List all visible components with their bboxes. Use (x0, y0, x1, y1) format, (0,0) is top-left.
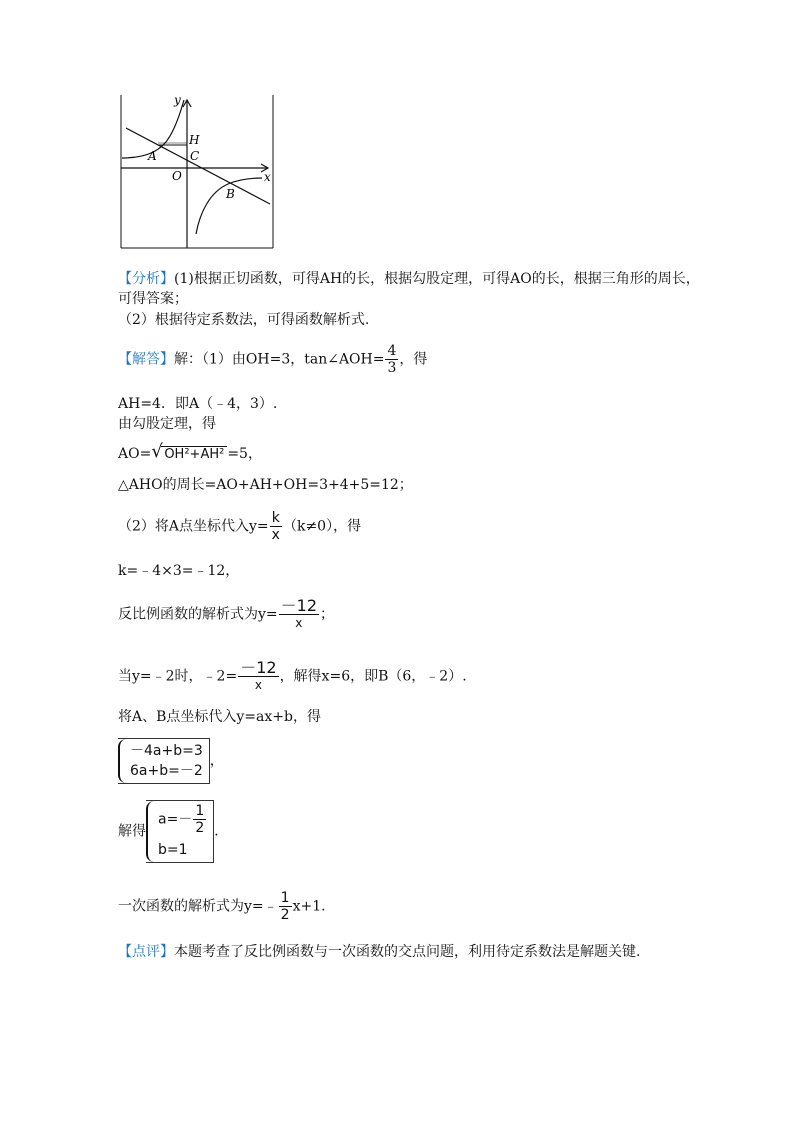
analysis-line-3: （2）根据待定系数法，可得函数解析式. (118, 312, 370, 328)
analysis-line-2: 可得答案； (118, 291, 188, 307)
comment-text: 本题考查了反比例函数与一次函数的交点问题，利用待定系数法是解题关键. (174, 944, 641, 960)
analysis-line-1 (118, 270, 700, 288)
fraction-k-x: $\frac{k}{x}$ (271, 510, 280, 543)
fraction-1-2-b: $\frac{1}{2}$ (280, 890, 290, 923)
equation-system-1: －4a+b=3 6a+b=－2 ， (118, 738, 224, 784)
coordinate-figure (118, 92, 278, 252)
solution-line-9: 当y=﹣2时，﹣2= $\frac{-12}{x}$ ，解得x=6，即B（6，﹣2）. (118, 658, 467, 692)
analysis-tag: 【分析】 (118, 271, 174, 287)
solution-line-5: △AHO的周长=AO+AH+OH=3+4+5=12； (118, 477, 413, 493)
comment-line (118, 943, 640, 961)
solution-line-8: 反比例函数的解析式为y= $\frac{-12}{x}$ ； (118, 596, 335, 630)
figure-label-h: H (189, 133, 200, 147)
fraction-neg12-x-2: $\frac{-12}{x}$ (240, 658, 277, 692)
solution-tag: 【解答】 (118, 351, 174, 368)
fraction-4-3: $\frac{4}{3}$ (387, 343, 397, 376)
figure-label-b: B (226, 187, 235, 201)
solution-text-1: 解：（1）由OH=3，tan∠AOH= (174, 351, 385, 368)
solution-line-2: AH=4．即A（﹣4，3）. (118, 396, 278, 412)
solution-line-12: 解得 a=－ $\frac{1}{2}$ b=1 ． (118, 800, 228, 863)
solution-line-6: （2）将A点坐标代入y= $\frac{k}{x}$ （k≠0），得 (118, 510, 362, 543)
radical-sign: √ (151, 441, 163, 462)
equation-system-2: a=－ $\frac{1}{2}$ b=1 (146, 800, 214, 863)
solution-line-7: k=﹣4×3=﹣12， (118, 563, 240, 579)
figure-label-a: A (148, 149, 157, 163)
figure-label-o: O (172, 169, 182, 183)
solution-line-10: 将A、B点坐标代入y=ax+b，得 (118, 709, 321, 725)
brace-icon (146, 801, 156, 862)
figure-label-x: x (264, 170, 271, 184)
fraction-1-2: $\frac{1}{2}$ (195, 803, 205, 836)
solution-line-4: AO= √ OH²+AH² =5， (118, 441, 262, 462)
solution-line-13: 一次函数的解析式为y=﹣ $\frac{1}{2}$ x+1. (118, 890, 326, 923)
figure-label-y: y (174, 93, 181, 107)
brace-icon (118, 739, 128, 783)
solution-line-3: 由勾股定理，得 (118, 416, 216, 432)
figure-label-c: C (190, 149, 200, 163)
analysis-text-1: (1)根据正切函数，可得AH的长，根据勾股定理，可得AO的长，根据三角形的周长， (174, 271, 700, 287)
comment-tag: 【点评】 (118, 944, 174, 960)
fraction-neg12-x: $\frac{-12}{x}$ (280, 596, 318, 630)
square-root: √ OH²+AH² (151, 445, 227, 464)
solution-line-1: 【解答】解：（1）由OH=3，tan∠AOH= $\frac{4}{3}$ ，得 (118, 343, 428, 376)
